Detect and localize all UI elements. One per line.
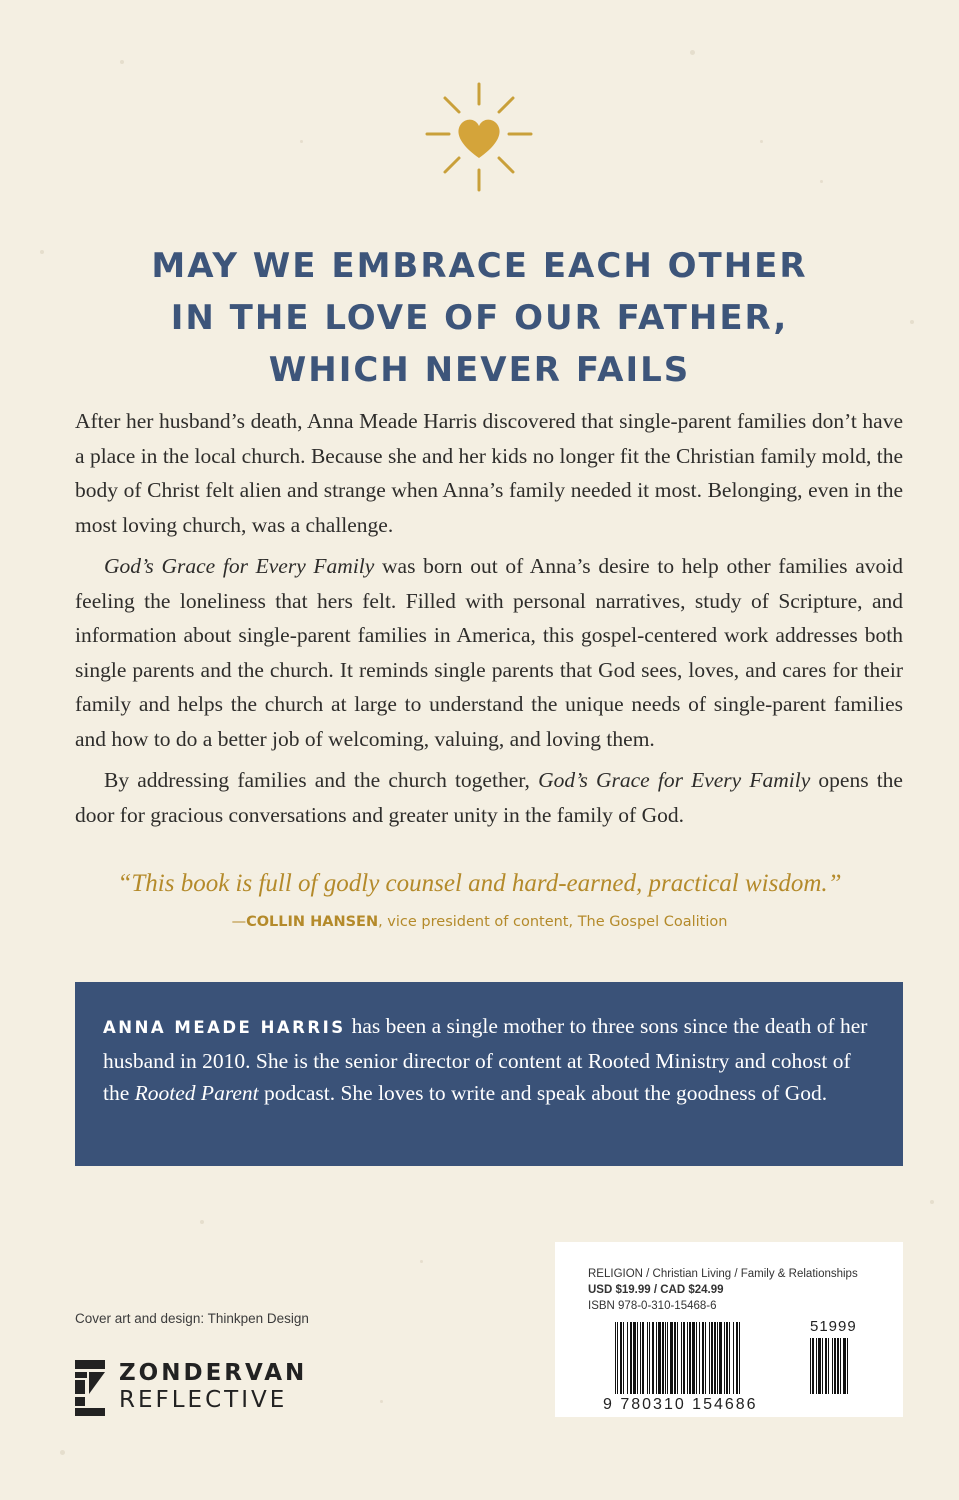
publisher-name-line-2: REFLECTIVE bbox=[119, 1387, 288, 1413]
headline-line-3: WHICH NEVER FAILS bbox=[268, 350, 691, 390]
attribution-dash: — bbox=[231, 914, 247, 930]
description-paragraph-1 bbox=[75, 404, 903, 542]
description-text-3a: By addressing families and the church together, bbox=[104, 768, 539, 792]
bisac-category: RELIGION / Christian Living / Family & Relationships bbox=[588, 1268, 858, 1280]
author-bio-text-2: podcast. She loves to write and speak about the goodness of God. bbox=[258, 1081, 828, 1105]
headline-line-1: MAY WE EMBRACE EACH OTHER bbox=[151, 246, 808, 286]
barcode-bars bbox=[615, 1322, 803, 1394]
podcast-title: Rooted Parent bbox=[134, 1081, 259, 1105]
author-name: ANNA MEADE HARRIS bbox=[103, 1018, 346, 1037]
isbn-text: ISBN 978-0-310-15468-6 bbox=[588, 1300, 717, 1312]
author-bio bbox=[103, 1010, 873, 1110]
endorsement-quote: “This book is full of godly counsel and hard-earned, practical wisdom.” bbox=[117, 870, 842, 897]
description-text-3b: opens the door for gracious conversations and greater unity in the family of God. bbox=[75, 768, 903, 827]
sun-heart-icon bbox=[419, 82, 539, 192]
description-text-2: was born out of Anna’s desire to help other families avoid feeling the loneliness that hers felt. Filled with personal narratives, study of Scripture, and information about single-parent families in America, this gospel-centered work addresses both single parents and the church. It reminds single parents that God sees, loves, and cares for their family and helps the church at large to understand the unique needs of single-parent families and how to do a better job of welcoming, valuing, and loving them. bbox=[75, 554, 903, 751]
barcode-number: 9 780310 154686 bbox=[603, 1396, 758, 1413]
endorser-role: , vice president of content, The Gospel Coalition bbox=[378, 914, 728, 930]
barcode-panel bbox=[555, 1242, 903, 1417]
price-text: USD $19.99 / CAD $24.99 bbox=[588, 1284, 724, 1296]
description-text-1: After her husband’s death, Anna Meade Harris discovered that single-parent families don’t have a place in the local church. Because she and her kids no longer fit the Christian family mold, the body of Christ felt alien and strange when Anna’s family needed it most. Belonging, even in the most loving church, was a challenge. bbox=[75, 409, 903, 537]
author-bio-text-1: has been a single mother to three sons since the death of her husband in 2010. She is the senior director of content at Rooted Ministry and cohost of the bbox=[103, 1014, 868, 1105]
book-title: God’s Grace for Every Family bbox=[104, 554, 375, 578]
publisher-logo bbox=[75, 1358, 355, 1418]
headline bbox=[60, 240, 899, 396]
description-paragraph-2 bbox=[75, 549, 903, 756]
headline-line-2: IN THE LOVE OF OUR FATHER, bbox=[170, 298, 789, 338]
book-title: God’s Grace for Every Family bbox=[538, 768, 811, 792]
cover-credit: Cover art and design: Thinkpen Design bbox=[75, 1311, 309, 1326]
description-paragraph-3 bbox=[75, 763, 903, 832]
publisher-name-line-1: ZONDERVAN bbox=[119, 1360, 308, 1386]
zondervan-mark-icon bbox=[75, 1360, 105, 1416]
price-addon-bars bbox=[810, 1338, 872, 1394]
endorsement-attribution bbox=[60, 914, 899, 930]
author-bio-box bbox=[75, 982, 903, 1166]
book-description bbox=[75, 404, 903, 839]
endorser-name: COLLIN HANSEN bbox=[246, 914, 379, 930]
price-code: 51999 bbox=[810, 1318, 857, 1335]
